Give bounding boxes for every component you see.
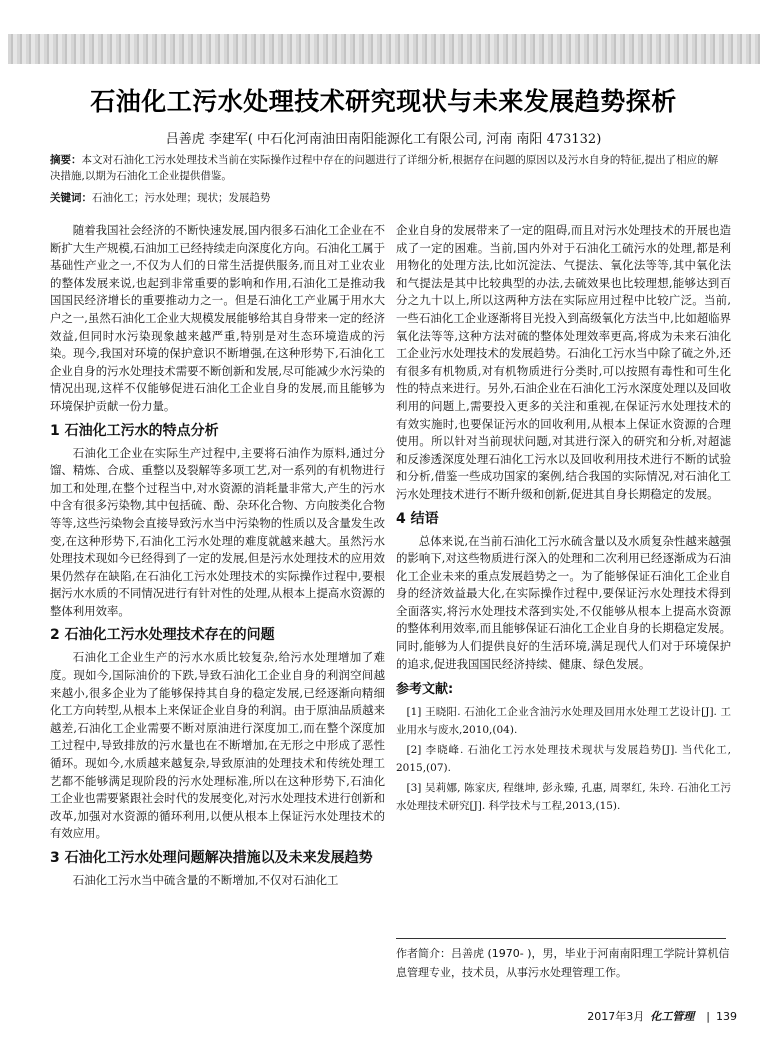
footer-journal-name: 化工管理	[650, 1010, 695, 1023]
left-column	[50, 222, 385, 890]
section-1-paragraph: 石油化工企业在实际生产过程中,主要将石油作为原料,通过分馏、精炼、合成、重整以及裂解等多项工艺,对一系列的有机物进行加工和处理,在整个过程当中,对水资源的消耗量非常大,产生的污水中含有很多污染物,其中包括硫、酚、杂环化合物、方向胺类化合物等等,这些污染物会直接导致污水当中污染物的性质以及含量发生改变,在这种形势下,石油化工污水处理的难度就越来越大。虽然污水处理技术现如今已经得到了一定的发展,但是污水处理技术的应用效果仍然存在缺陷,在石油化工污水处理技术的实际操作过程中,要根据污水水质的不同情况进行有针对性的处理,从根本上提高水资源的整体利用效率。	[50, 445, 385, 618]
header-texture-band	[8, 34, 760, 64]
reference-item: [3] 吴莉娜, 陈家庆, 程继坤, 彭永臻, 孔惠, 周翠红, 朱玲. 石油化工污水处理技术研究[J]. 科学技术与工程,2013,(15).	[396, 782, 731, 813]
page-number: 139	[716, 1010, 737, 1023]
abstract	[50, 152, 720, 184]
section-3-paragraph-cont: 企业自身的发展带来了一定的阻碍,而且对污水处理技术的开展也造成了一定的困难。当前,国内外对于石油化工硫污水的处理,都是利用物化的处理方法,比如沉淀法、气提法、氧化法等等,其中氧化法和气提法是其中比较典型的办法,去硫效果也比较理想,能够达到百分之九十以上,所以这两种方法在实际应用过程中比较广泛。当前,一些石油化工企业逐渐将目光投入到高级氧化方法当中,比如超临界氧化法等等,这种方法对硫的整体处理效率更高,将成为未来石油化工企业污水处理技术的发展趋势。石油化工污水当中除了硫之外,还有很多有机物质,对有机物质进行分类时,可以按照有毒性和可生化性的特点来进行。另外,石油企业在石油化工污水深度处理以及回收利用的问题上,需要投入更多的关注和重视,在保证污水处理技术的有效实施时,也要保证污水的回收利用,从根本上保证水资源的合理使用。所以针对当前现状问题,对其进行深入的研究和分析,对超滤和反渗透深度处理石油化工污水以及回收利用技术进行不断的试验和分析,借鉴一些成功国家的案例,结合我国的实际情况,对石油化工污水处理技术进行不断升级和创新,促进其自身长期稳定的发展。	[396, 223, 731, 501]
section-1-heading: 1 石油化工污水的特点分析	[50, 422, 219, 439]
section-2-heading: 2 石油化工污水处理技术存在的问题	[50, 627, 275, 644]
reference-item: [1] 王晓阳. 石油化工企业含油污水处理及回用水处理工艺设计[J]. 工业用水与废水,2010,(04).	[396, 706, 731, 737]
intro-paragraph: 随着我国社会经济的不断快速发展,国内很多石油化工企业在不断扩大生产规模,石油加工已经持续走向深度化方向。石油化工属于基础性产业之一,不仅为人们的日常生活提供服务,而且对工业农业的整体发展来说,也起到非常重要的影响和作用,石油化工是推动我国国民经济增长的重要推动力之一。但是石油化工产业属于用水大户之一,虽然石油化工企业大规模发展能够给其自身带来一定的经济效益,但同时水污染现象越来越严重,特别是对生态环境造成的污染。现今,我国对环境的保护意识不断增强,在这种形势下,石油化工企业自身的污水处理技术需要不断创新和发展,尽可能减少水污染的情况出现,这样不仅能够促进石油化工企业自身的发展,而且能够为环境保护贡献一份力量。	[50, 223, 385, 413]
article-title: 石油化工污水处理技术研究现状与未来发展趋势探析	[90, 87, 677, 116]
abstract-text: 本文对石油化工污水处理技术当前在实际操作过程中存在的问题进行了详细分析,根据存在问题的原因以及污水自身的特征,提出了相应的解决措施,以期为石油化工企业提供借鉴。	[50, 154, 719, 182]
reference-item: [2] 李晓峰. 石油化工污水处理技术现状与发展趋势[J]. 当代化工, 2015,(07).	[396, 744, 731, 775]
section-4-heading: 4 结语	[396, 510, 439, 527]
right-column	[396, 222, 731, 817]
section-4-paragraph: 总体来说,在当前石油化工污水硫含量以及水质复杂性越来越强的影响下,对这些物质进行深入的处理和二次利用已经逐渐成为石油化工企业未来的重点发展趋势之一。为了能够保证石油化工企业自身的经济效益最大化,在实际操作过程中,要保证污水处理技术得到全面落实,将污水处理技术落到实处,不仅能够从根本上提高水资源的整体利用效率,而且能够保证石油化工企业自身的长期稳定发展。同时,能够为人们提供良好的生活环境,满足现代人们对于环境保护的追求,促进我国国民经济持续、健康、绿色发展。	[396, 533, 731, 671]
author-note-divider	[396, 938, 726, 939]
footer-separator: |	[706, 1010, 710, 1023]
author-line: 吕善虎 李建军( 中石化河南油田南阳能源化工有限公司, 河南 南阳 473132)	[165, 132, 602, 147]
keywords-text: 石油化工；污水处理；现状；发展趋势	[92, 192, 271, 204]
page-footer	[587, 1008, 737, 1024]
abstract-label: 摘要：	[50, 154, 82, 166]
author-note: 作者简介：吕善虎 (1970- )，男，毕业于河南南阳理工学院计算机信息管理专业，技术员，从事污水处理管理工作。	[396, 947, 730, 979]
keywords-label: 关键词：	[50, 192, 92, 204]
footer-date: 2017年3月	[587, 1010, 645, 1023]
section-3-paragraph-start: 石油化工污水当中硫含量的不断增加,不仅对石油化工	[72, 873, 339, 887]
keywords	[50, 190, 720, 205]
section-2-paragraph: 石油化工企业生产的污水水质比较复杂,给污水处理增加了难度。现如今,国际油价的下跌,导致石油化工企业自身的利润空间越来越小,很多企业为了能够保持其自身的稳定发展,已经逐渐向精细化工方向转型,从根本上来保证企业自身的利润。由于原油品质越来越差,石油化工企业需要不断对原油进行深度加工,而在整个深度加工过程中,导致排放的污水量也在不断增加,在无形之中形成了恶性循环。现如今,水质越来越复杂,导致原油的处理技术和传统处理工艺都不能够满足现阶段的污水处理标准,所以在这种形势下,石油化工企业也需要紧跟社会时代的发展变化,对污水处理技术进行创新和改革,加强对水资源的循环利用,以便从根本上保证污水处理技术的有效应用。	[50, 650, 385, 841]
references-heading: 参考文献:	[396, 682, 454, 698]
section-3-heading: 3 石油化工污水处理问题解决措施以及未来发展趋势	[50, 850, 373, 866]
